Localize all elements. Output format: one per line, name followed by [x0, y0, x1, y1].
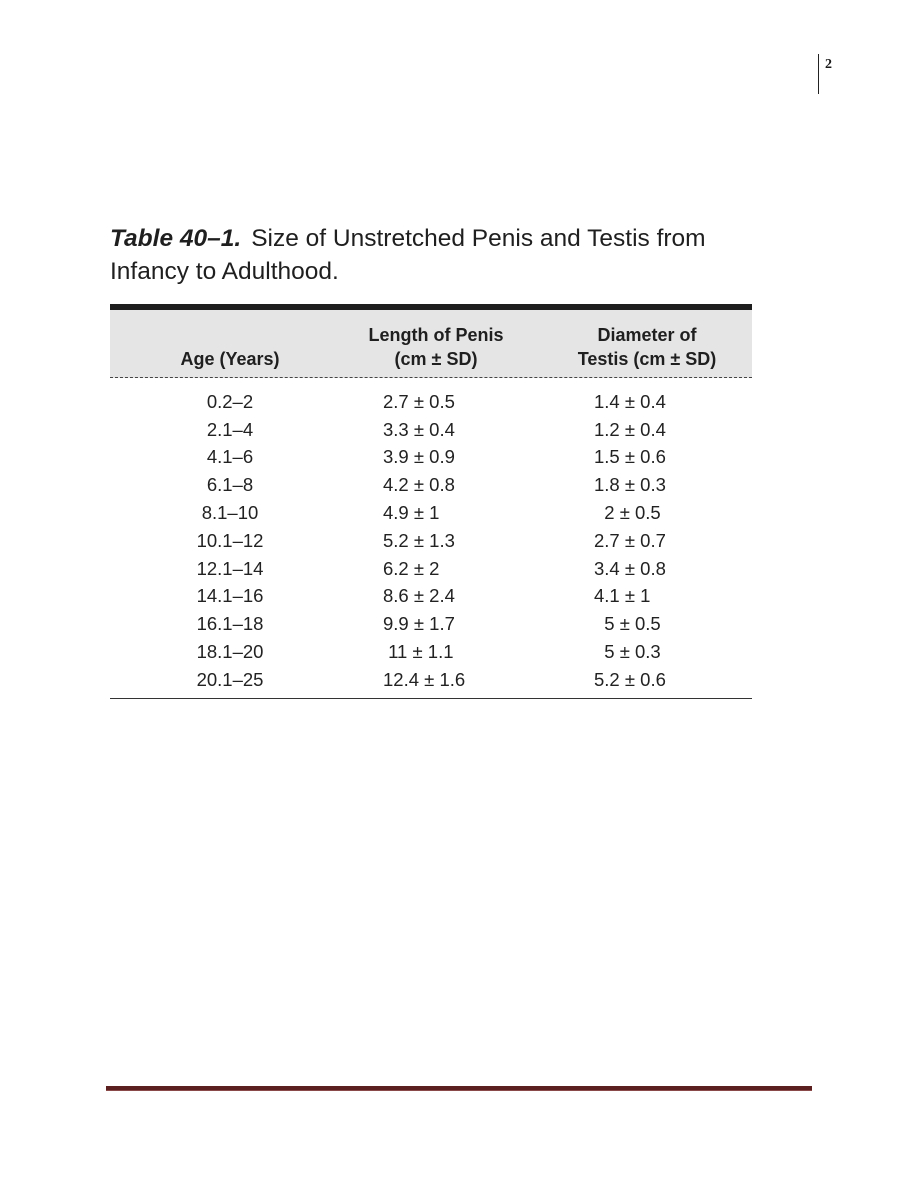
cell-penis-length: 5.2 ± 1.3 — [383, 529, 455, 551]
cell-testis-diameter: 3.4 ± 0.8 — [594, 557, 666, 579]
page-number: 2 — [825, 57, 832, 72]
table-row — [110, 610, 752, 638]
cell-testis-diameter: 1.2 ± 0.4 — [594, 418, 666, 440]
cell-age: 20.1–25 — [196, 668, 264, 690]
cell-penis-length: 2.7 ± 0.5 — [383, 390, 455, 412]
table-row — [110, 416, 752, 444]
cell-testis-diameter-wrap — [542, 613, 752, 635]
table-row — [110, 527, 752, 555]
header-penis-length: Length of Penis (cm ± SD) — [368, 325, 504, 369]
cell-penis-length: 3.9 ± 0.9 — [383, 446, 455, 468]
data-table — [110, 304, 752, 699]
cell-penis-length-wrap — [330, 419, 542, 441]
cell-penis-length-wrap — [330, 530, 542, 552]
table-row — [110, 638, 752, 666]
cell-penis-length: 12.4 ± 1.6 — [383, 668, 466, 690]
cell-testis-diameter: 5 ± 0.5 — [594, 613, 661, 635]
table-header — [110, 310, 752, 378]
cell-testis-diameter: 1.4 ± 0.4 — [594, 390, 666, 412]
cell-penis-length: 6.2 ± 2 — [383, 557, 440, 579]
cell-penis-length-wrap — [330, 446, 542, 468]
cell-penis-length: 9.9 ± 1.7 — [383, 613, 455, 635]
table-row — [110, 499, 752, 527]
cell-age: 0.2–2 — [206, 390, 254, 412]
cell-penis-length-wrap — [330, 585, 542, 607]
cell-age: 2.1–4 — [206, 418, 254, 440]
table-caption — [110, 222, 770, 288]
cell-penis-length-wrap — [330, 558, 542, 580]
cell-testis-diameter-wrap — [542, 530, 752, 552]
cell-testis-diameter: 5.2 ± 0.6 — [594, 668, 666, 690]
table-row — [110, 444, 752, 472]
cell-penis-length: 11 ± 1.1 — [383, 641, 454, 663]
cell-penis-length-wrap — [330, 641, 542, 663]
cell-age: 6.1–8 — [206, 474, 254, 496]
cell-testis-diameter-wrap — [542, 391, 752, 413]
cell-age: 12.1–14 — [196, 557, 264, 579]
cell-testis-diameter-wrap — [542, 474, 752, 496]
cell-age: 10.1–12 — [196, 529, 264, 551]
cell-testis-diameter-wrap — [542, 585, 752, 607]
cell-age: 8.1–10 — [201, 502, 259, 524]
cell-age: 18.1–20 — [196, 641, 264, 663]
cell-testis-diameter-wrap — [542, 558, 752, 580]
table-title: Size of Unstretched Penis and Testis from Infancy to Adulthood. — [110, 225, 706, 285]
cell-testis-diameter: 2 ± 0.5 — [594, 502, 661, 524]
table-label: Table 40–1. — [110, 225, 242, 252]
cell-penis-length-wrap — [330, 502, 542, 524]
cell-age: 16.1–18 — [196, 613, 264, 635]
cell-age: 4.1–6 — [206, 446, 254, 468]
cell-penis-length-wrap — [330, 474, 542, 496]
cell-penis-length: 3.3 ± 0.4 — [383, 418, 455, 440]
table-row — [110, 555, 752, 583]
cell-penis-length: 4.2 ± 0.8 — [383, 474, 455, 496]
cell-penis-length: 4.9 ± 1 — [383, 502, 440, 524]
cell-penis-length-wrap — [330, 613, 542, 635]
cell-testis-diameter-wrap — [542, 502, 752, 524]
table-row — [110, 666, 752, 694]
footer-rule — [106, 1086, 812, 1091]
cell-testis-diameter: 2.7 ± 0.7 — [594, 529, 666, 551]
cell-testis-diameter-wrap — [542, 419, 752, 441]
table-row — [110, 388, 752, 416]
cell-age: 14.1–16 — [196, 585, 264, 607]
cell-testis-diameter-wrap — [542, 669, 752, 691]
cell-penis-length-wrap — [330, 391, 542, 413]
cell-penis-length-wrap — [330, 669, 542, 691]
cell-testis-diameter: 4.1 ± 1 — [594, 585, 651, 607]
table-row — [110, 583, 752, 611]
cell-penis-length: 8.6 ± 2.4 — [383, 585, 455, 607]
page-number-marker — [818, 54, 832, 94]
header-age: Age (Years) — [180, 349, 280, 369]
cell-testis-diameter: 1.8 ± 0.3 — [594, 474, 666, 496]
header-testis-diameter: Diameter of Testis (cm ± SD) — [577, 325, 717, 369]
cell-testis-diameter: 1.5 ± 0.6 — [594, 446, 666, 468]
table-row — [110, 471, 752, 499]
table-body — [110, 378, 752, 699]
cell-testis-diameter-wrap — [542, 641, 752, 663]
cell-testis-diameter: 5 ± 0.3 — [594, 641, 661, 663]
cell-testis-diameter-wrap — [542, 446, 752, 468]
